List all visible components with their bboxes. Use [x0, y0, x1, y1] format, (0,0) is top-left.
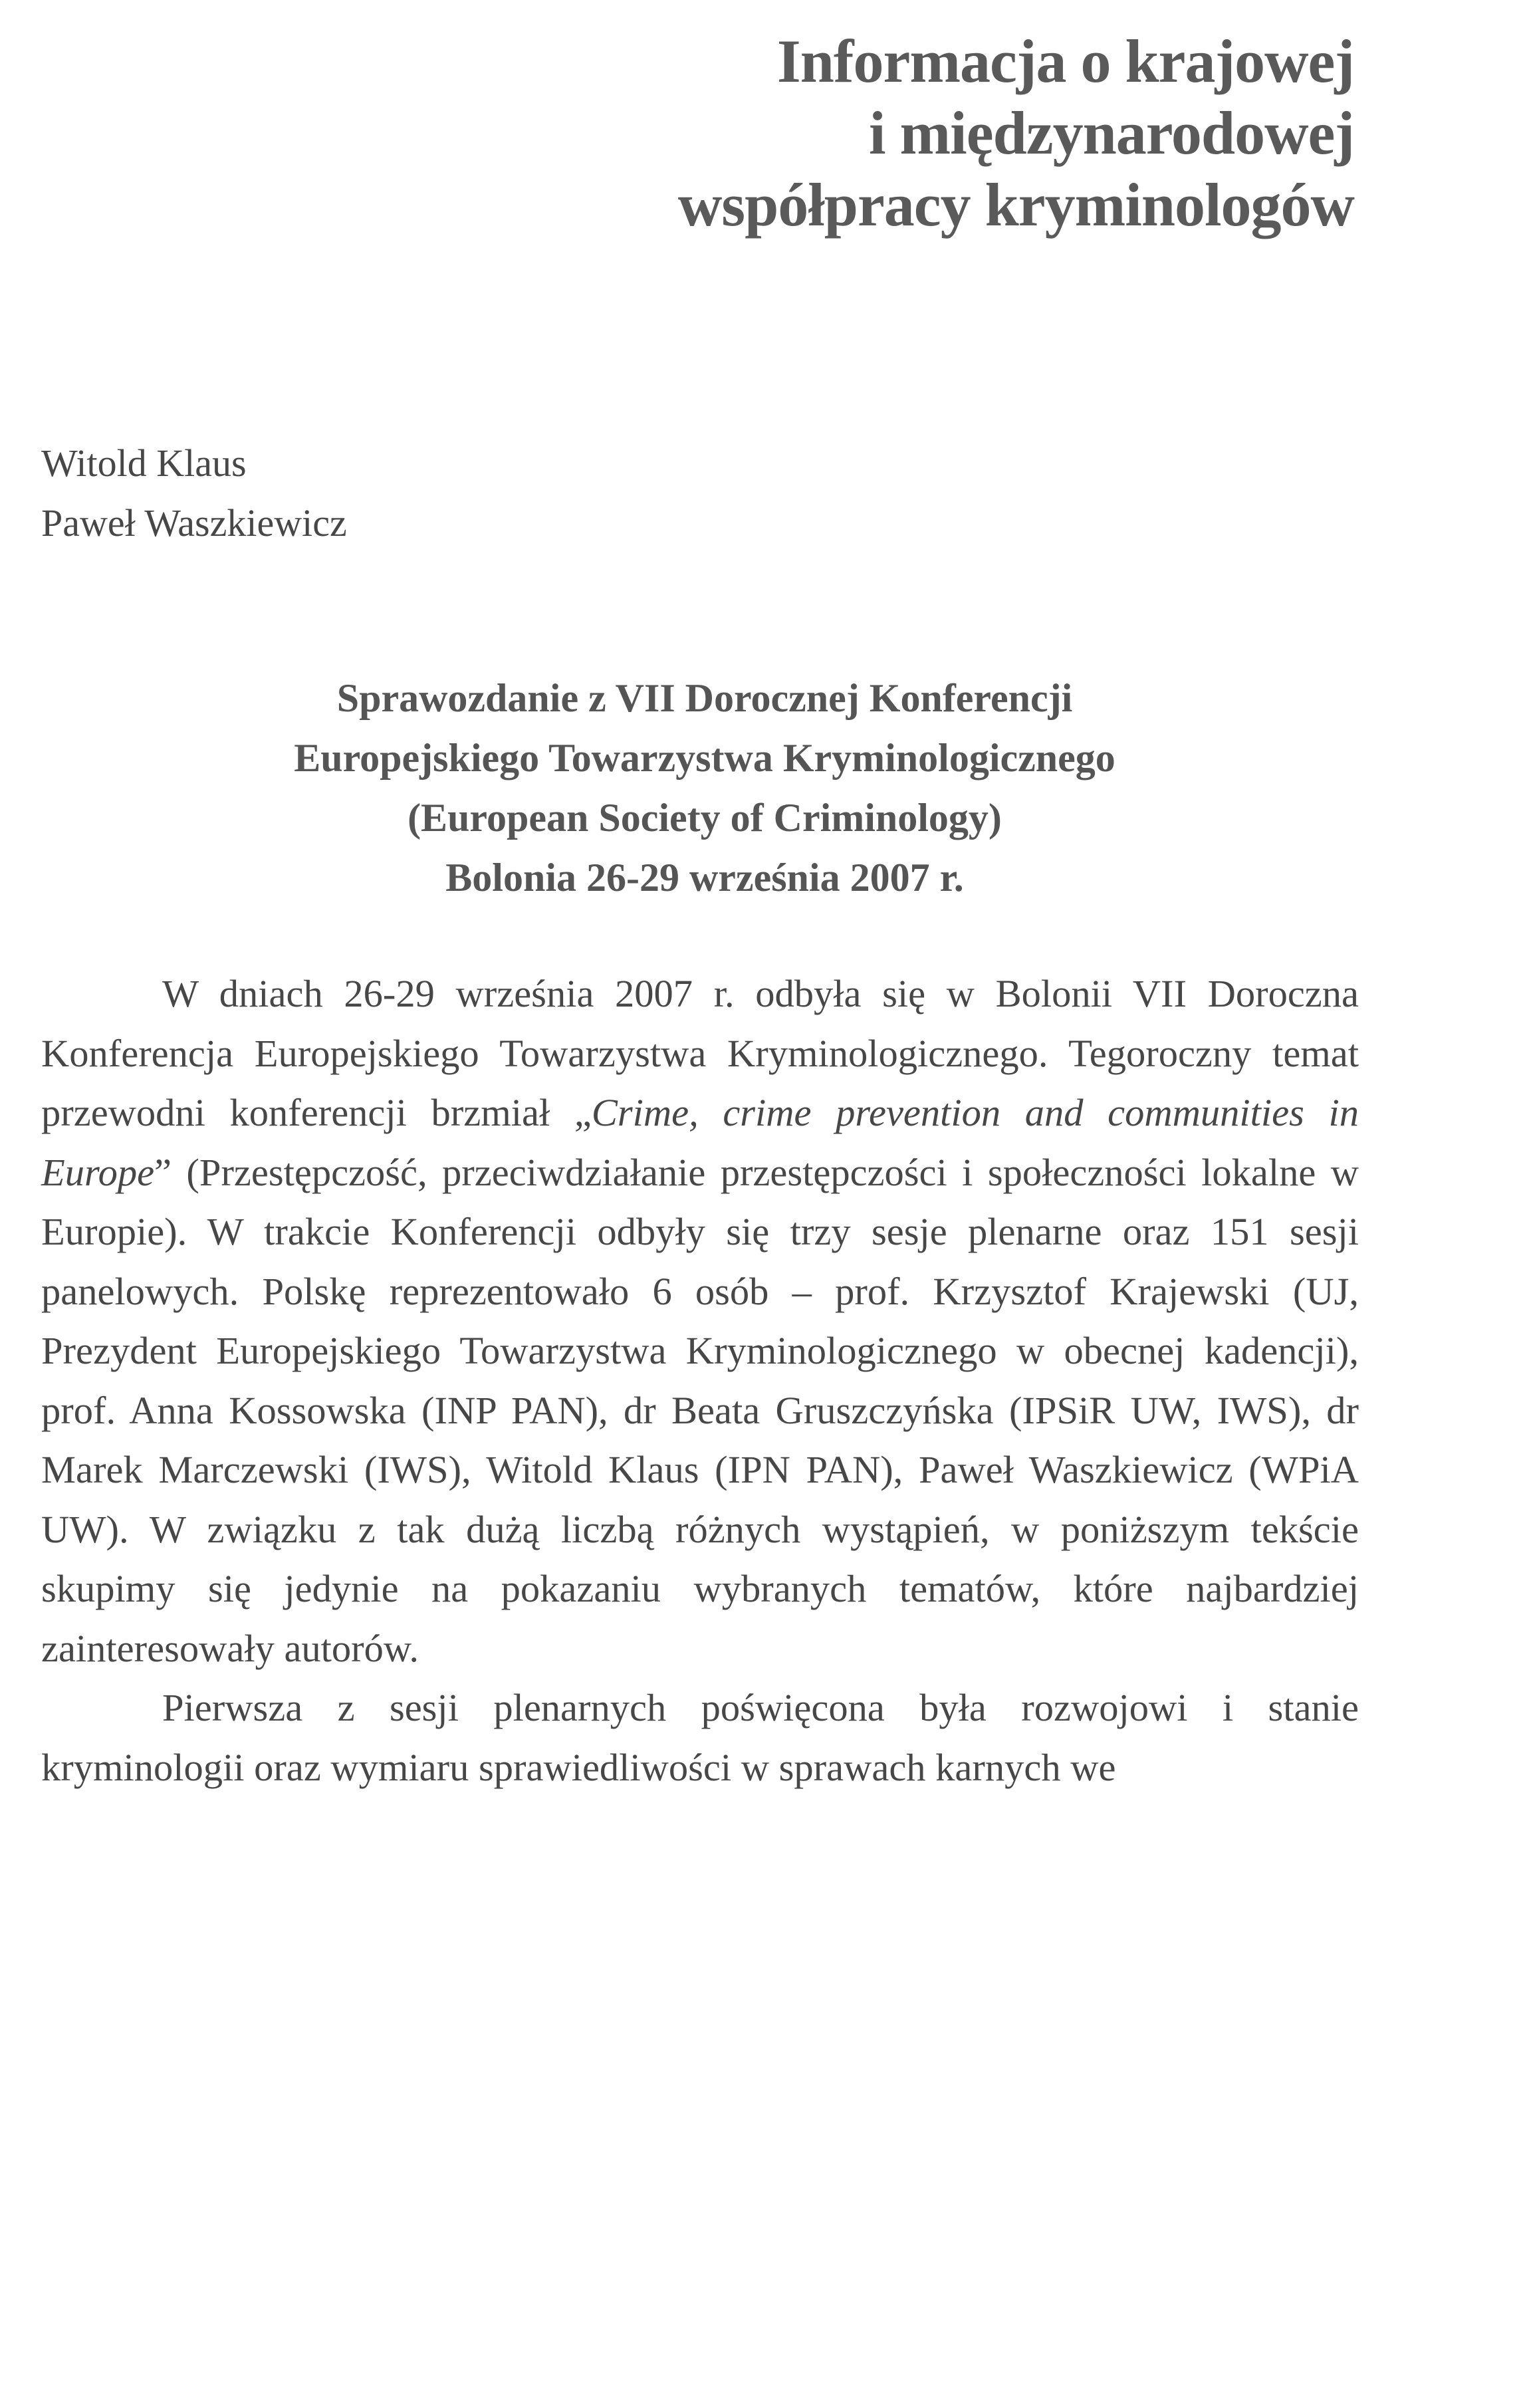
section-title-line: i międzynarodowej	[868, 99, 1354, 167]
article-body	[41, 964, 1359, 1797]
report-heading	[0, 668, 1409, 907]
report-heading-line: Sprawozdanie z VII Dorocznej Konferencji	[336, 676, 1073, 720]
paragraph-text: ” (Przestępczość, przeciwdziałanie przestępczości i społeczności lokalne w Europie). W trakcie Konferencji odbyły się trzy sesje plenarne oraz 151 sesji panelowych. Polskę reprezentowało 6 osób – prof. Krzysztof Krajewski (UJ, Prezydent Europejskiego Towarzystwa Kryminologicznego w obecnej kadencji), prof. Anna Kossowska (INP PAN), dr Beata Gruszczyńska (IPSiR UW, IWS), dr Marek Marczewski (IWS), Witold Klaus (IPN PAN), Paweł Waszkiewicz (WPiA UW). W związku z tak dużą liczbą różnych wystąpień, w poniższym tekście skupimy się jedynie na pokazaniu wybranych tematów, które najbardziej zainteresowały autorów.	[41, 1150, 1359, 1670]
author-list	[41, 433, 347, 553]
report-heading-line: Europejskiego Towarzystwa Kryminologicznego	[294, 736, 1115, 780]
author-name: Paweł Waszkiewicz	[41, 501, 347, 544]
section-title-line: współpracy kryminologów	[677, 171, 1354, 239]
section-title-line: Informacja o krajowej	[776, 27, 1354, 95]
report-heading-line: Bolonia 26-29 września 2007 r.	[445, 856, 964, 900]
section-title	[678, 25, 1354, 241]
author-name: Witold Klaus	[41, 441, 247, 485]
report-heading-line: (European Society of Criminology)	[408, 796, 1002, 840]
paragraph-text: W dniach 26-29 września 2007 r. odbyła się w Bolonii VII Doroczna Konferencja Europejskiego Towarzystwa Kryminologicznego. Tegoroczny temat przewodni konferencji brzmiał „	[41, 972, 1359, 1134]
conference-theme-quote: Crime, crime prevention and communities in Europe	[41, 1091, 1359, 1194]
paragraph	[41, 964, 1359, 1678]
paragraph-text: Pierwsza z sesji plenarnych poświęcona była rozwojowi i stanie kryminologii oraz wymiaru sprawiedliwości w sprawach karnych we	[41, 1686, 1359, 1789]
paragraph	[41, 1678, 1359, 1797]
